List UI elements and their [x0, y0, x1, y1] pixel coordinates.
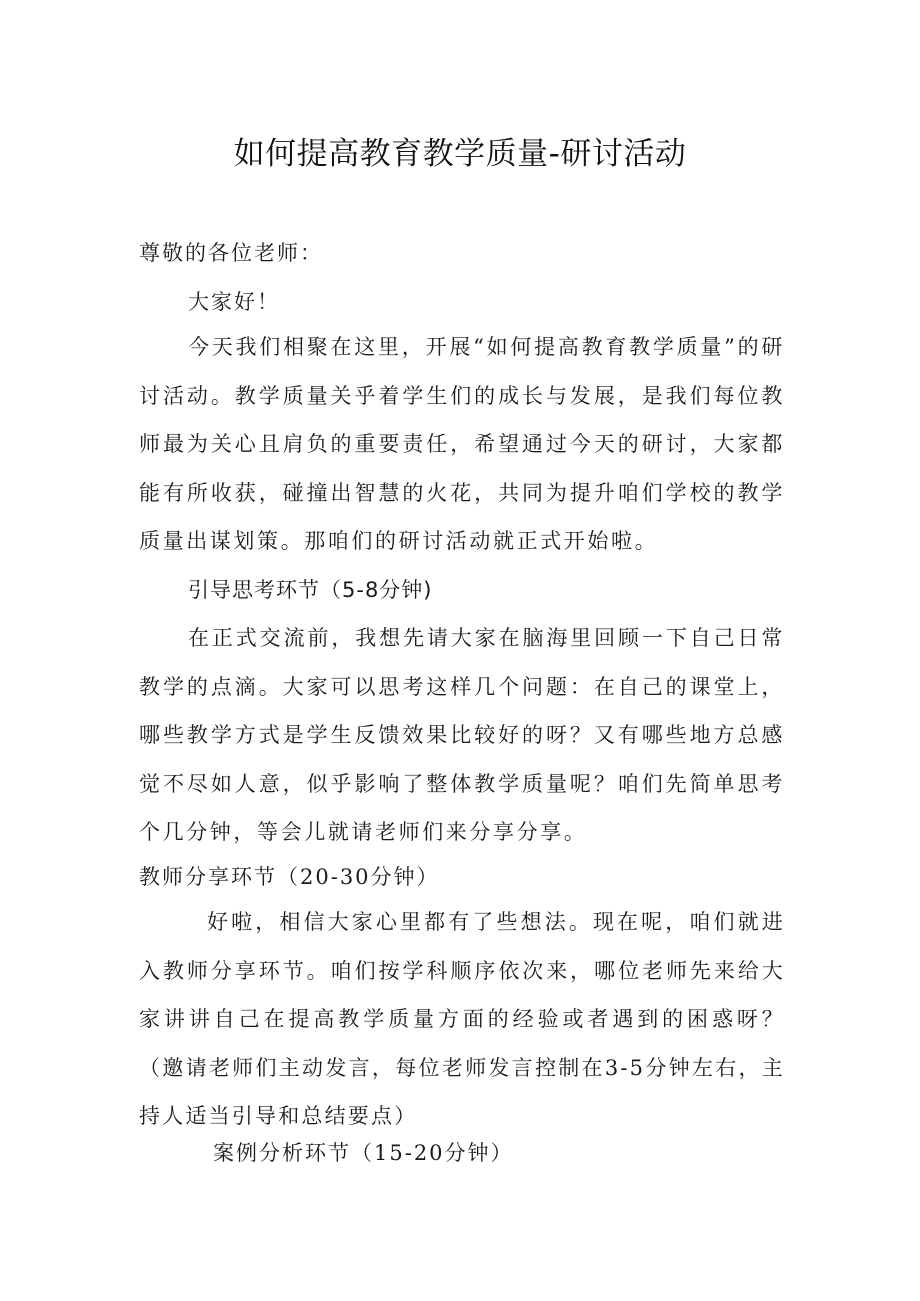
section-heading-case-analysis: 案例分析环节（15-20分钟） [213, 1141, 514, 1165]
document-title: 如何提高教育教学质量-研讨活动 [233, 136, 687, 172]
reflection-paragraph: 在正式交流前，我想先请大家在脑海里回顾一下自己日常教学的点滴。大家可以思考这样几个问题：在自己的课堂上，哪些教学方式是学生反馈效果比较好的呀？又有哪些地方总感觉不尽如人意，似乎影响了整体教学质量呢？咱们先简单思考个几分钟，等会儿就请老师们来分享分享。 [139, 626, 785, 844]
section-heading-reflection: 引导思考环节（5-8分钟) [188, 578, 433, 602]
intro-paragraph: 今天我们相聚在这里，开展“如何提高教育教学质量”的研讨活动。教学质量关乎着学生们的成长与发展，是我们每位教师最为关心且肩负的重要责任，希望通过今天的研讨，大家都能有所收获，碰撞出智慧的火花，共同为提升咱们学校的教学质量出谋划策。那咱们的研讨活动就正式开始啦。 [139, 335, 785, 553]
greeting: 大家好！ [188, 290, 280, 314]
salutation: 尊敬的各位老师： [139, 241, 323, 265]
section-heading-sharing: 教师分享环节（20-30分钟） [139, 865, 440, 889]
sharing-paragraph: 好啦，相信大家心里都有了些想法。现在呢，咱们就进入教师分享环节。咱们按学科顺序依次来，哪位老师先来给大家讲讲自己在提高教学质量方面的经验或者遇到的困惑呀？（邀请老师们主动发言，每位老师发言控制在3-5分钟左右，主持人适当引导和总结要点） [139, 910, 785, 1128]
